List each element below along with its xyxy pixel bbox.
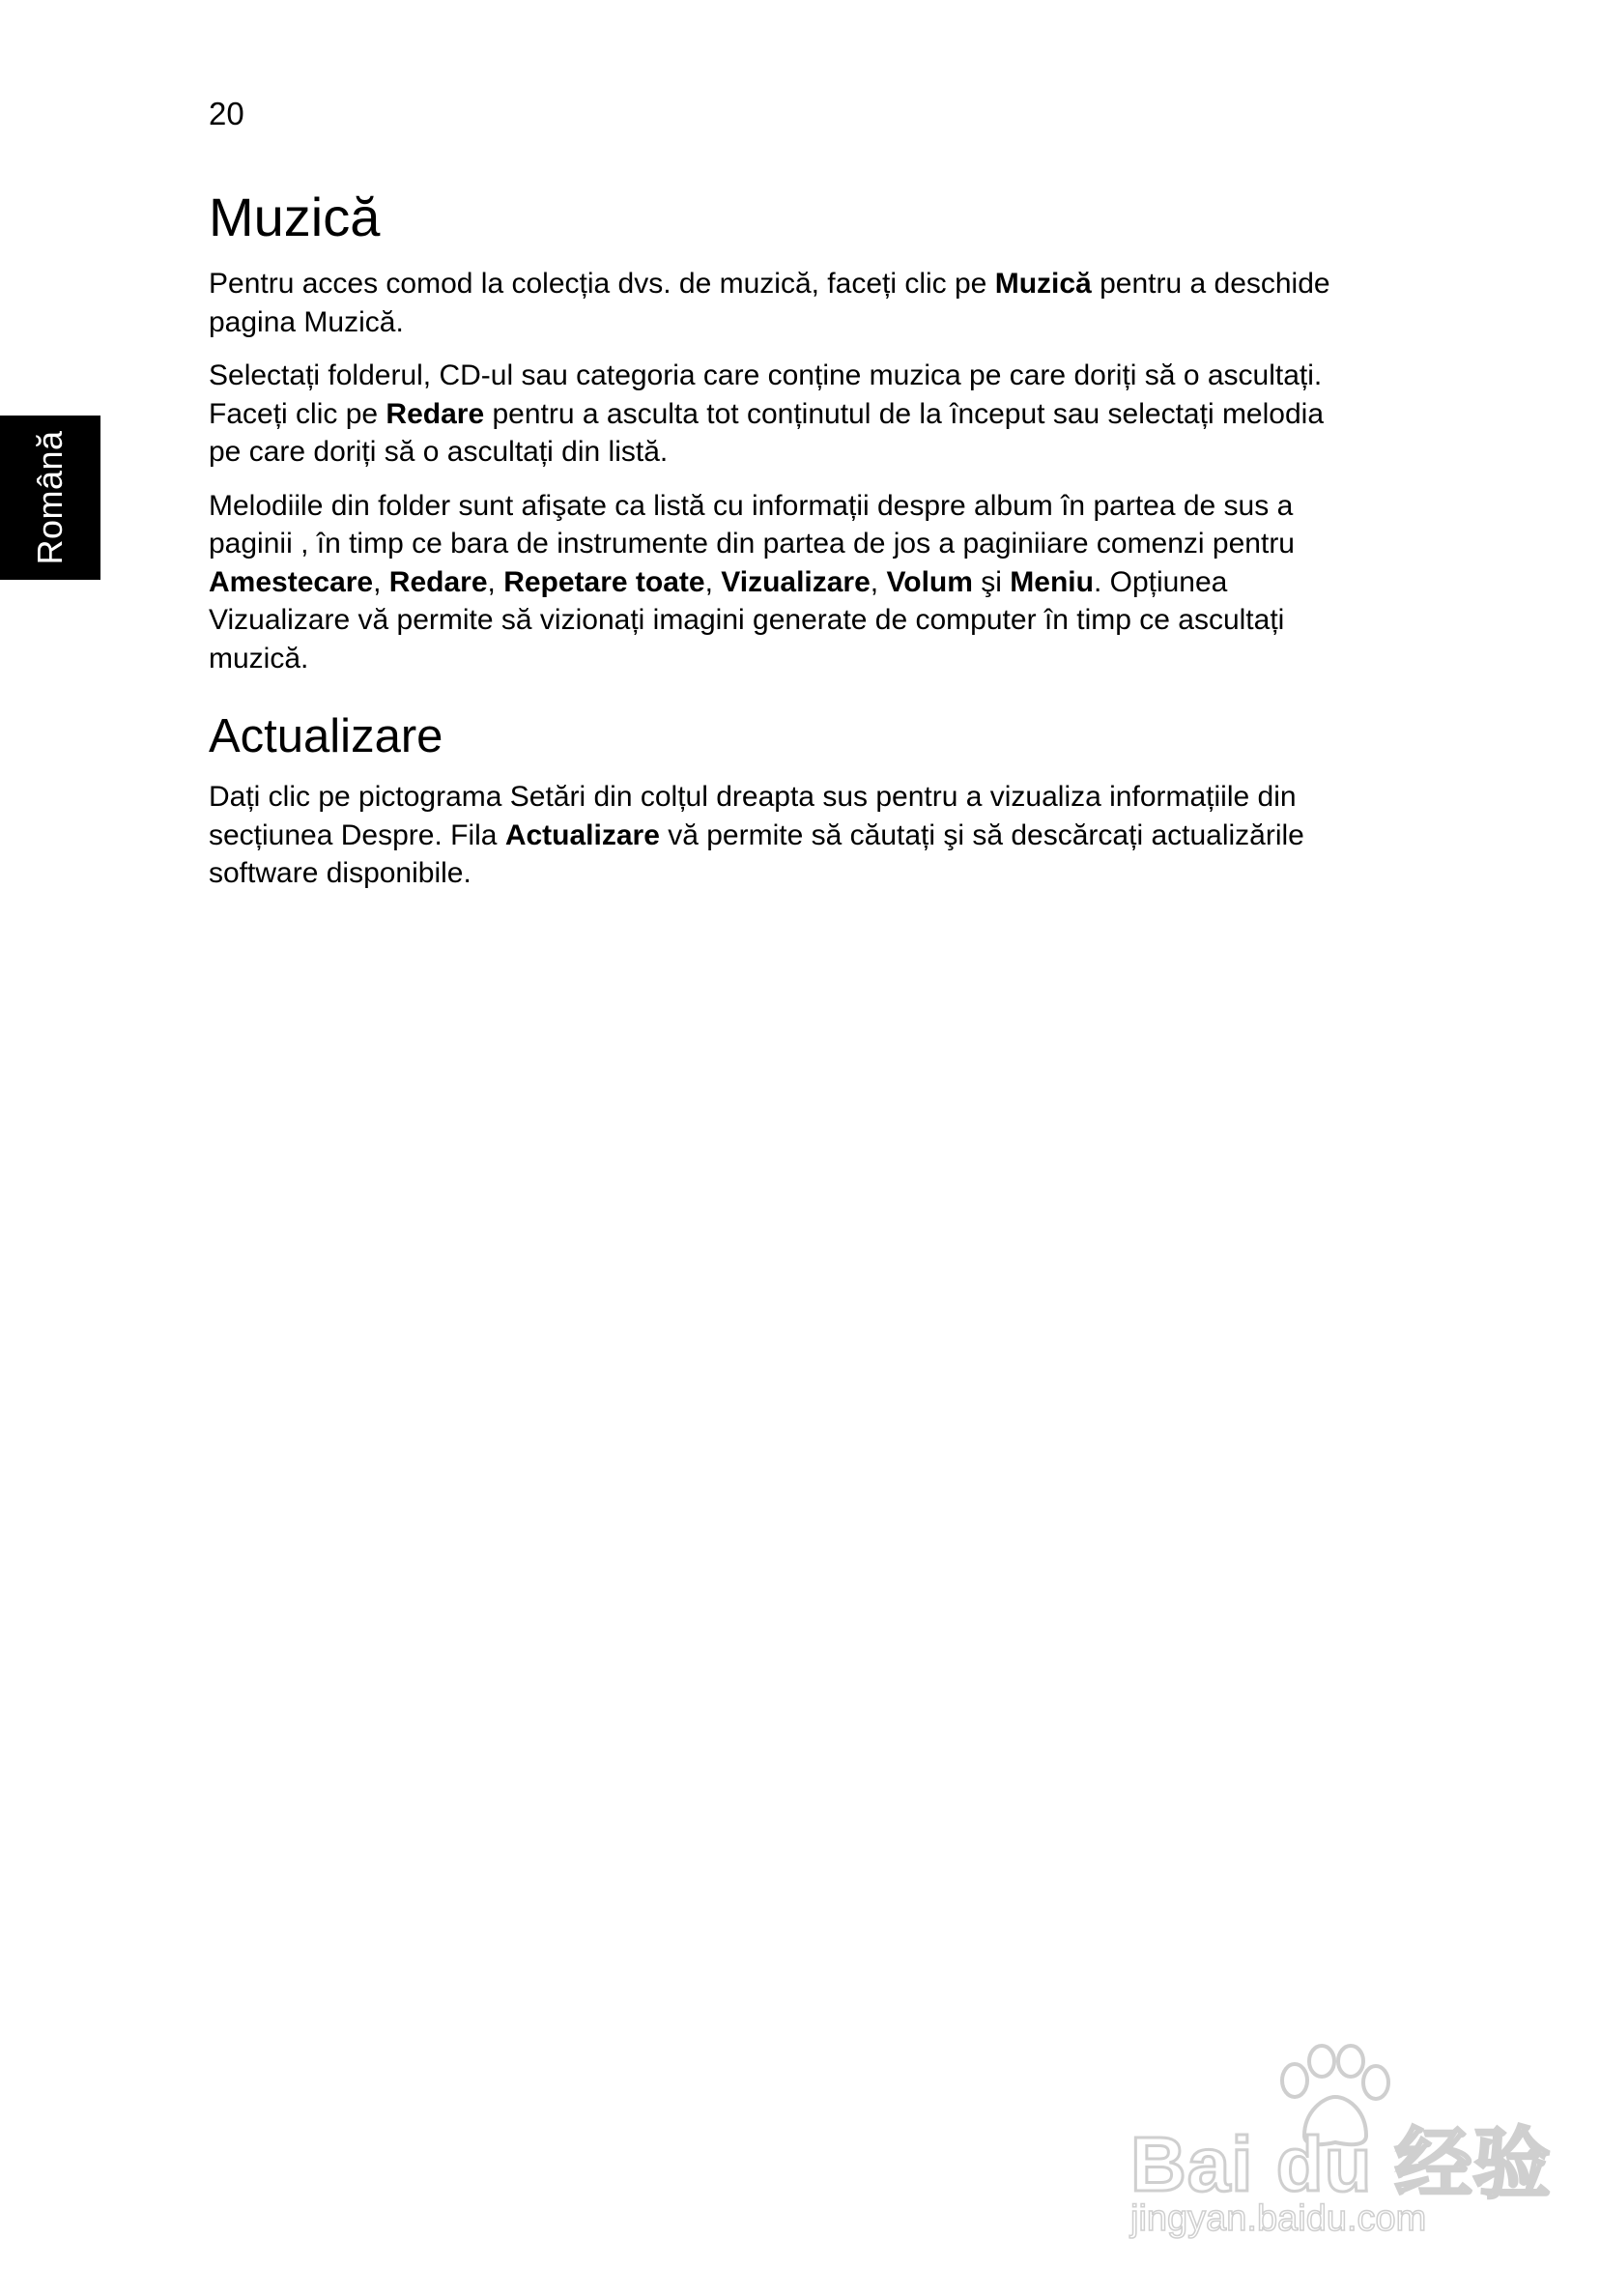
watermark-url: jingyan.baidu.com: [1130, 2198, 1427, 2239]
page-content: [209, 184, 1358, 908]
update-section-title: Actualizare: [209, 710, 443, 762]
play-term: Redare: [386, 397, 485, 430]
update-term: Actualizare: [504, 818, 660, 851]
volume-term: Volum: [886, 565, 973, 598]
baidu-watermark: [1121, 2044, 1552, 2239]
music-section-title: Muzică: [209, 187, 381, 247]
page-number: 20: [209, 96, 244, 131]
repeat-all-term: Repetare toate: [503, 565, 705, 598]
shuffle-term: Amestecare: [209, 565, 374, 598]
language-tab-label: Română: [30, 430, 70, 565]
music-link-term: Muzică: [994, 268, 1092, 300]
language-tab: [0, 416, 100, 580]
menu-term: Meniu: [1010, 565, 1094, 598]
watermark-logo: Bai du 经验: [1130, 2121, 1552, 2207]
music-paragraph-1: Pentru acces comod la colecția dvs. de muzică, faceți clic pe Muzică pentru a deschide pagina Muzică.: [209, 268, 1330, 338]
visualize-term: Vizualizare: [721, 565, 871, 598]
music-paragraph-2: Selectați folderul, CD-ul sau categoria care conține muzica pe care doriți să o ascultați. Faceți clic pe Redare pentru a asculta tot conținutul de la început sau selectați melodia pe care doriți să o ascultați din listă.: [209, 359, 1324, 468]
update-paragraph-1: Dați clic pe pictograma Setări din colțul dreapta sus pentru a vizualiza informațiile din secțiunea Despre. Fila Actualizare vă permite să căutați şi să descărcați actualizările software disponibile.: [209, 781, 1304, 889]
play-term: Redare: [388, 565, 488, 598]
music-paragraph-3: Melodiile din folder sunt afişate ca listă cu informații despre album în partea de sus a paginii , în timp ce bara de instrumente din partea de jos a paginiiare comenzi pentru Amestecare, Redare, Repetare toate, Vizualizare, Volum şi Meniu. Opțiunea Vizualizare vă permite să vizionați imagini generate de computer în timp ce ascultați muzică.: [209, 489, 1295, 674]
